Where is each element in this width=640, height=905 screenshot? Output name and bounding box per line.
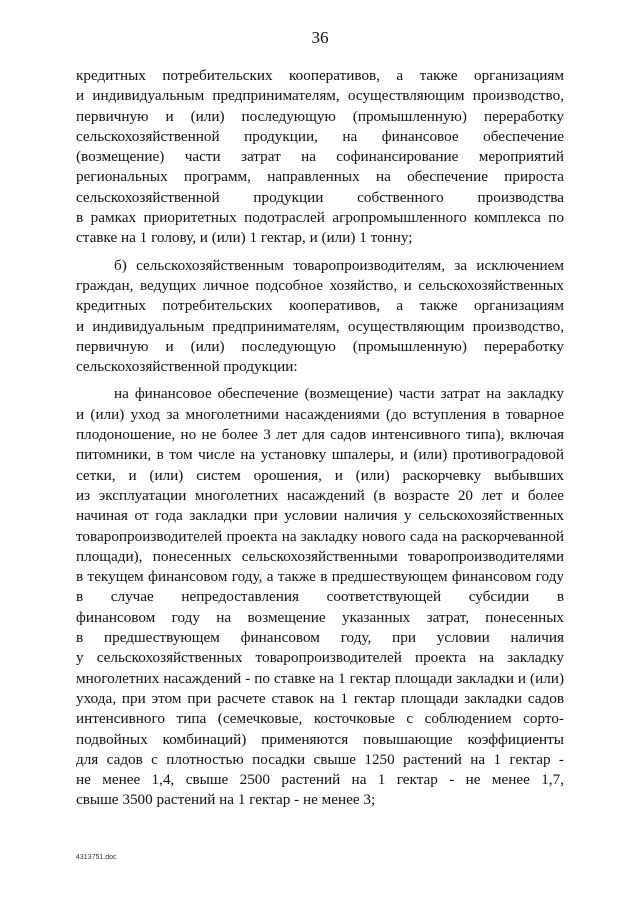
text-line: финансовом году на возмещение указанных затрат, понесенных (76, 608, 564, 626)
text-line: и индивидуальным предпринимателям, осуществляющим производство, (76, 87, 564, 105)
text-line: сельскохозяйственной продукции, на финансовое обеспечение (76, 127, 564, 145)
paragraph (76, 66, 564, 249)
text-line: многолетних насаждений - по ставке на 1 гектар площади закладки и (или) (76, 669, 564, 687)
text-line: подвойных комбинаций) применяются повышающие коэффициенты (76, 730, 564, 748)
paragraph (76, 384, 564, 810)
text-line: первичную и (или) последующую (промышленную) переработку (76, 107, 564, 125)
text-line: (возмещение) части затрат на софинансирование мероприятий (76, 148, 564, 166)
text-line: плодоношение, но не более 3 лет для садов интенсивного типа), включая (76, 426, 564, 444)
text-line: не менее 1,4, свыше 2500 растений на 1 гектар - не менее 1,7, (76, 771, 564, 789)
text-line: в текущем финансовом году, а также в предшествующем финансовом году (76, 568, 564, 586)
text-line: питомники, в том числе на установку шпалеры, и (или) противоградовой (76, 446, 564, 464)
text-line: в предшествующем финансовом году, при условии наличия (76, 629, 564, 647)
text-line: в рамках приоритетных подотраслей агропромышленного комплекса по (76, 209, 564, 227)
text-line: граждан, ведущих личное подсобное хозяйство, и сельскохозяйственных (76, 276, 564, 294)
text-line: первичную и (или) последующую (промышленную) переработку (76, 337, 564, 355)
text-line: ставке на 1 голову, и (или) 1 гектар, и (или) 1 тонну; (76, 229, 413, 247)
text-line: б) сельскохозяйственным товаропроизводителям, за исключением (114, 256, 564, 274)
text-line: кредитных потребительских кооперативов, а также организациям (76, 67, 564, 84)
text-line: на финансовое обеспечение (возмещение) части затрат на закладку (114, 385, 564, 403)
text-line: и (или) уход за многолетними насаждениями (до вступления в товарное (76, 405, 564, 423)
text-line: сельскохозяйственной продукции: (76, 358, 298, 376)
page-number: 36 (311, 28, 329, 47)
text-line: кредитных потребительских кооперативов, а также организациям (76, 297, 564, 315)
file-name-footer: 4313751.doc (76, 854, 117, 861)
text-line: сельскохозяйственной продукции собственного производства (76, 188, 564, 206)
text-line: начиная от года закладки при условии наличия у сельскохозяйственных (76, 507, 564, 525)
text-line: региональных программ, направленных на обеспечение прироста (76, 168, 564, 186)
document-body (76, 66, 564, 811)
text-line: в случае непредоставления соответствующей субсидии в (76, 588, 564, 606)
paragraph (76, 256, 564, 378)
text-line: для садов с плотностью посадки свыше 1250 растений на 1 гектар - (76, 750, 564, 768)
text-line: и индивидуальным предпринимателям, осуществляющим производство, (76, 317, 564, 335)
text-line: свыше 3500 растений на 1 гектар - не менее 3; (76, 791, 376, 809)
text-line: интенсивного типа (семечковые, косточковые с соблюдением сорто- (76, 710, 564, 728)
text-line: товаропроизводителей проекта на закладку нового сада на раскорчеванной (76, 527, 564, 545)
text-line: ухода, при этом при расчете ставок на 1 гектар площади закладки садов (76, 689, 564, 707)
text-line: у сельскохозяйственных товаропроизводителей проекта на закладку (76, 649, 564, 667)
text-line: сетки, и (или) систем орошения, и (или) раскорчевку выбывших (76, 466, 564, 484)
text-line: из эксплуатации многолетних насаждений (в возрасте 20 лет и более (76, 486, 564, 504)
text-line: площади), понесенных сельскохозяйственными товаропроизводителями (76, 547, 564, 565)
